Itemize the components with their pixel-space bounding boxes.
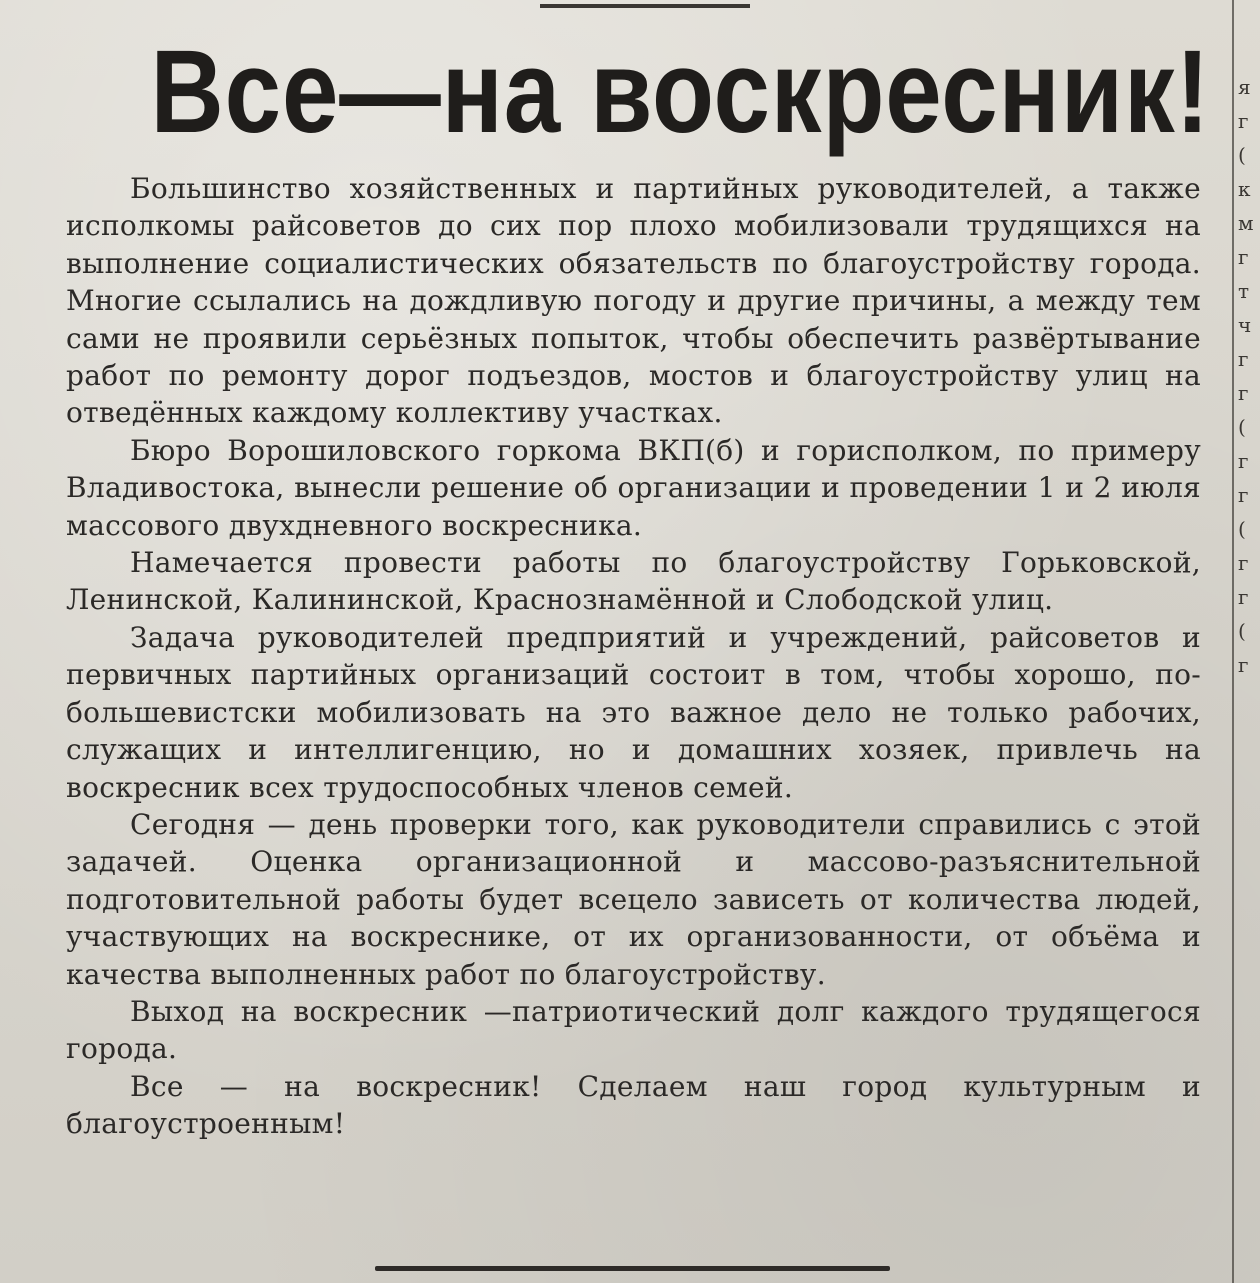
side-column-char: г xyxy=(1238,109,1249,133)
side-column-char: т xyxy=(1238,279,1250,303)
article-paragraph: Все — на воскресник! Сделаем наш город культурным и благоустроенным! xyxy=(66,1069,1201,1141)
article-paragraph: Большинство хозяйственных и партийных руководителей, а также исполкомы райсоветов до сих пор плохо мобилизовали трудящихся на выполнение социалистических обязательств по благоустройству города. Многие ссылались на дождливую погоду и другие причины, а между тем сами не проявили серьёзных попыток, чтобы обеспечить развёртывание работ по ремонту дорог подъездов, мостов и благоустройству улиц на отведённых каждому коллективу участках. xyxy=(66,172,1201,430)
top-rule xyxy=(540,4,750,8)
side-column-char: я xyxy=(1238,75,1251,99)
article-paragraph: Бюро Ворошиловского горкома ВКП(б) и горисполком, по примеру Владивостока, вынесли решение об организации и проведении 1 и 2 июля массового двухдневного воскресника. xyxy=(66,433,1201,542)
side-column-char: ч xyxy=(1238,313,1252,337)
side-column-char: г xyxy=(1238,483,1249,507)
article-paragraph: Задача руководителей предприятий и учреждений, райсоветов и первичных партийных организаций состоит в том, чтобы хорошо, по-большевистски мобилизовать на это важное дело не только рабочих, служащих и интеллигенцию, но и домашних хозяек, привлечь на воскресник всех трудоспособных членов семей. xyxy=(66,620,1201,804)
side-column-char: г xyxy=(1238,347,1249,371)
side-column-char: ( xyxy=(1238,143,1246,167)
side-column-char: г xyxy=(1238,551,1249,575)
side-column-char: ( xyxy=(1238,619,1246,643)
column-divider xyxy=(1232,0,1234,1283)
side-column-char: г xyxy=(1238,585,1249,609)
bottom-rule xyxy=(375,1266,890,1271)
adjacent-column-fragment xyxy=(1238,70,1258,682)
side-column-char: м xyxy=(1238,211,1254,235)
side-column-char: г xyxy=(1238,653,1249,677)
article-paragraph: Выход на воскресник —патриотический долг каждого трудящегося города. xyxy=(66,994,1201,1066)
side-column-char: г xyxy=(1238,449,1249,473)
article-paragraph: Сегодня — день проверки того, как руководители справились с этой задачей. Оценка организационной и массово-разъяснительной подготовительной работы будет всецело зависеть от количества людей, участвующих на воскреснике, от их организованности, от объёма и качества выполненных работ по благоустройству. xyxy=(66,807,1201,991)
side-column-char: ( xyxy=(1238,415,1246,439)
headline: Все—на воскресник! xyxy=(150,26,1211,158)
side-column-char: ( xyxy=(1238,517,1246,541)
article-body xyxy=(66,170,1201,1143)
article-paragraph: Намечается провести работы по благоустройству Горьковской, Ленинской, Калининской, Краснознамённой и Слободской улиц. xyxy=(66,546,1201,617)
side-column-char: к xyxy=(1238,177,1251,201)
side-column-char: г xyxy=(1238,381,1249,405)
side-column-char: г xyxy=(1238,245,1249,269)
